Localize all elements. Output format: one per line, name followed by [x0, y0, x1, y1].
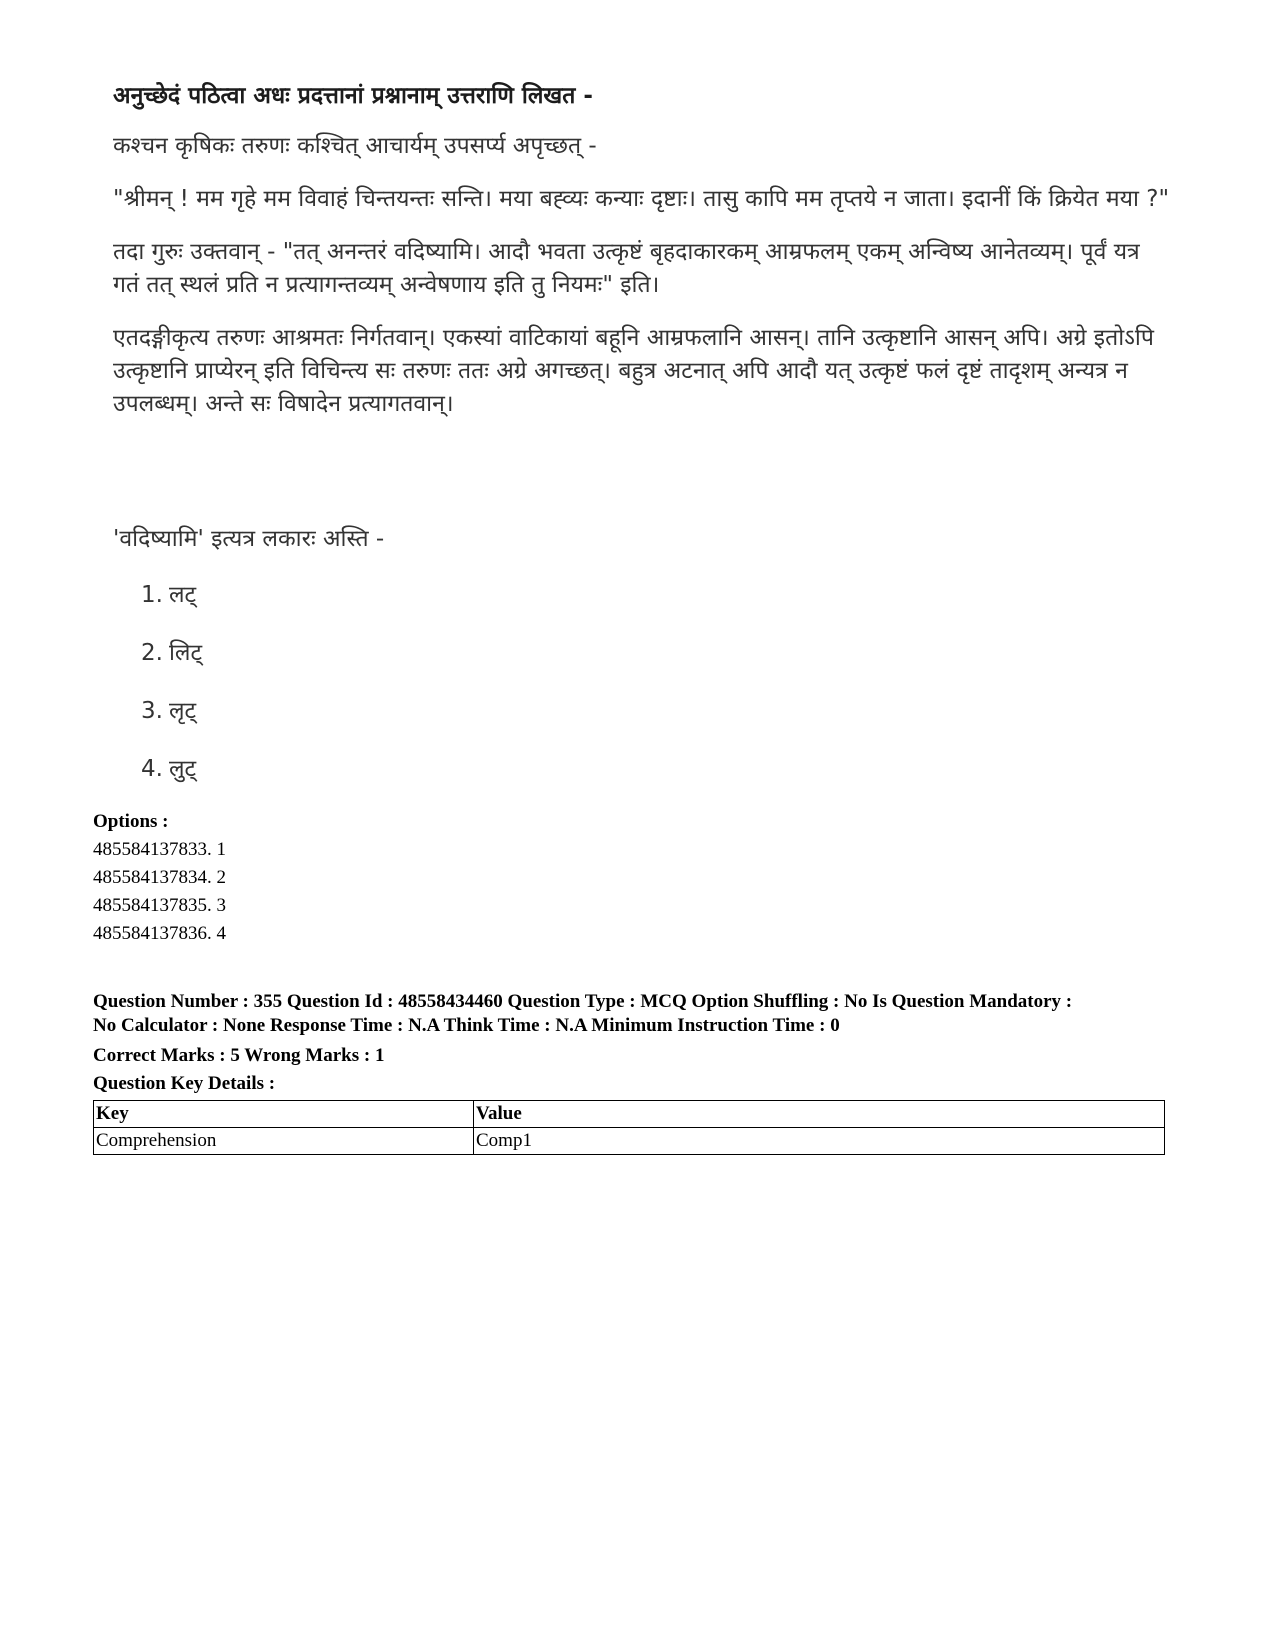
key-details-table: [93, 1100, 1165, 1155]
choice-item-4: [141, 752, 1173, 810]
choice-list: [113, 578, 1173, 810]
table-row: [94, 1128, 1165, 1155]
question-stem: 'वदिष्यामि' इत्यत्र लकारः अस्ति -: [113, 526, 385, 552]
choice-item-2: [141, 636, 1173, 694]
question-info-line-2: No Calculator : None Response Time : N.A Think Time : N.A Minimum Instruction Time : 0: [93, 1015, 840, 1036]
marks-line: Correct Marks : 5 Wrong Marks : 1: [93, 1045, 385, 1066]
question-info-line-1: Question Number : 355 Question Id : 48558434460 Question Type : MCQ Option Shuffling : No Is Question Mandatory :: [93, 991, 1073, 1012]
table-header-value: Value: [474, 1101, 1165, 1128]
table-header-key: Key: [94, 1101, 474, 1128]
passage-paragraph-1: कश्चन कृषिकः तरुणः कश्चित् आचार्यम् उपसर्प्य अपृच्छत् -: [113, 133, 597, 159]
passage-paragraph-2: "श्रीमन् ! मम गृहे मम विवाहं चिन्तयन्तः सन्ति। मया बह्व्यः कन्याः दृष्टाः। तासु कापि मम तृप्तये न जाता। इदानीं किं क्रियेत मया ?": [113, 186, 1170, 212]
choice-text: लिट्: [168, 640, 203, 666]
question-metadata: [93, 808, 1193, 1155]
option-code-1: 485584137833. 1: [93, 839, 226, 860]
choice-text: लृट्: [168, 698, 197, 724]
choice-number: 1.: [141, 582, 163, 608]
table-cell-value: Comp1: [474, 1128, 1165, 1155]
question-block: [113, 522, 1173, 810]
comprehension-passage: [113, 78, 1173, 441]
table-header-row: [94, 1101, 1165, 1128]
question-info: [93, 990, 1193, 1038]
table-cell-key: Comprehension: [94, 1128, 474, 1155]
passage-heading: अनुच्छेदं पठित्वा अधः प्रदत्तानां प्रश्नानाम् उत्तराणि लिखत -: [113, 83, 593, 109]
choice-item-3: [141, 694, 1173, 752]
option-code-3: 485584137835. 3: [93, 895, 226, 916]
option-code-4: 485584137836. 4: [93, 923, 226, 944]
options-label: Options :: [93, 811, 169, 832]
choice-text: लुट्: [168, 756, 197, 782]
choice-item-1: [141, 578, 1173, 636]
choice-number: 2.: [141, 640, 163, 666]
choice-text: लट्: [168, 582, 197, 608]
choice-number: 4.: [141, 756, 163, 782]
passage-paragraph-3: तदा गुरुः उक्तवान् - "तत् अनन्तरं वदिष्यामि। आदौ भवता उत्कृष्टं बृहदाकारकम् आम्रफलम् एकम् अन्विष्य आनेतव्यम्। पूर्वं यत्र गतं तत् स्थलं प्रति न प्रत्यागन्तव्यम् अन्वेषणाय इति तु नियमः" इति।: [113, 239, 1140, 298]
key-details-label: Question Key Details :: [93, 1073, 276, 1094]
choice-number: 3.: [141, 698, 163, 724]
option-code-2: 485584137834. 2: [93, 867, 226, 888]
passage-paragraph-4: एतदङ्गीकृत्य तरुणः आश्रमतः निर्गतवान्। एकस्यां वाटिकायां बहूनि आम्रफलानि आसन्। तानि उत्कृष्टानि आसन् अपि। अग्रे इतोऽपि उत्कृष्टानि प्राप्येरन् इति विचिन्त्य सः तरुणः ततः अग्रे अगच्छत्। बहुत्र अटनात् अपि आदौ यत् उत्कृष्टं फलं दृष्टं तादृशम् अन्यत्र न उपलब्धम्। अन्ते सः विषादेन प्रत्यागतवान्।: [113, 325, 1154, 417]
